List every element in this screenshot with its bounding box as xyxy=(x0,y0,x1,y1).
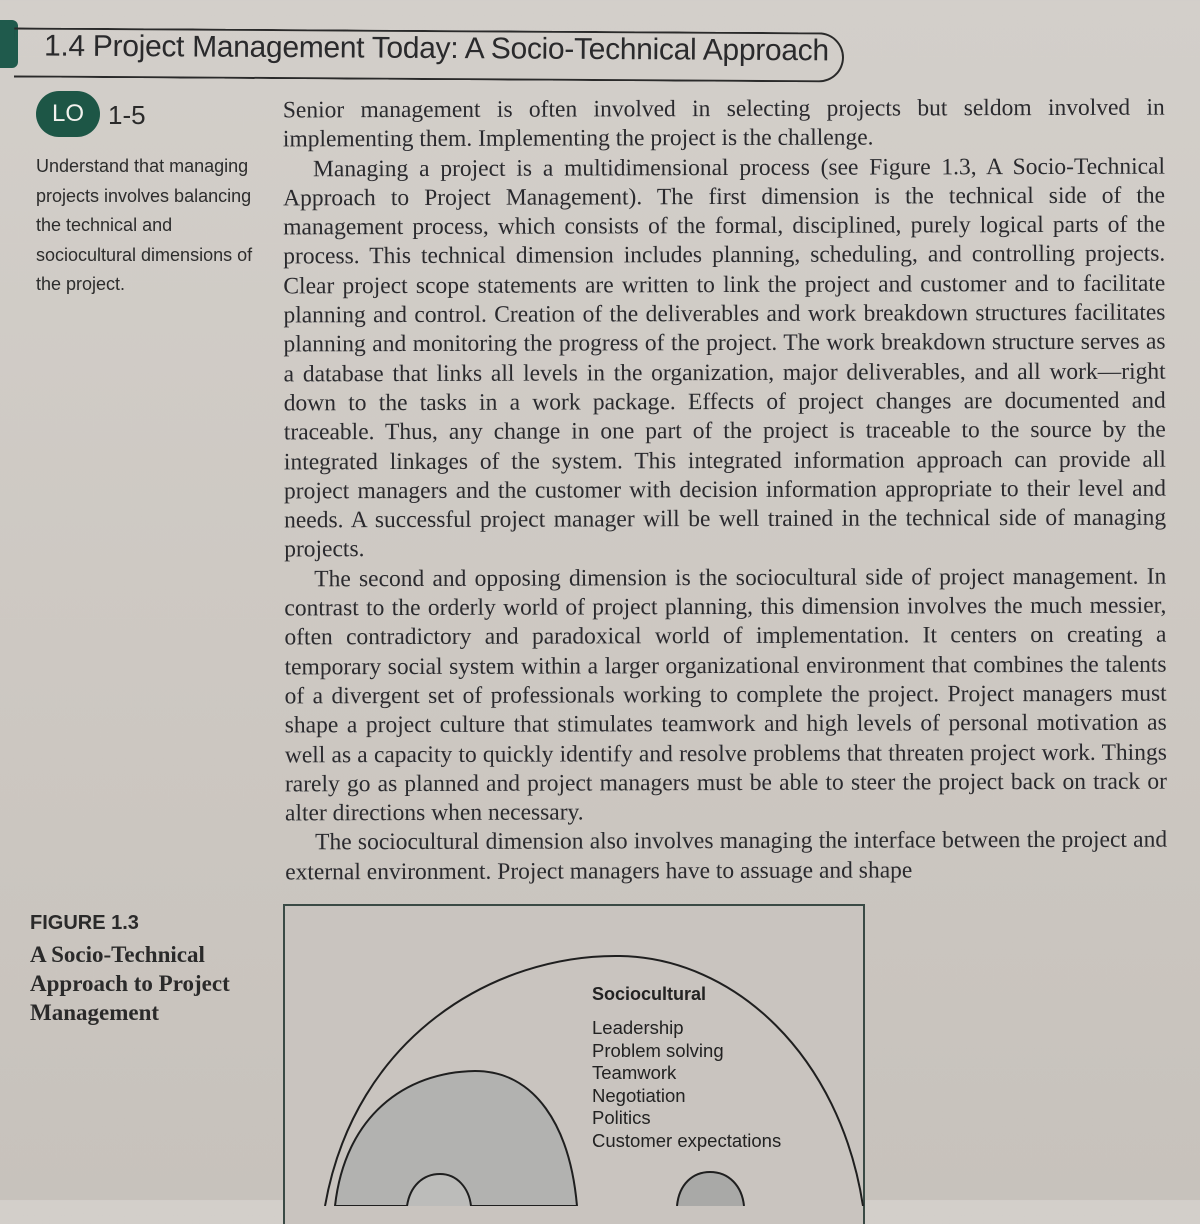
figure-label: FIGURE 1.3 xyxy=(30,912,139,934)
paragraph-4: The sociocultural dimension also involves managing the interface between the project and external environment. Project managers have to assuage and shape xyxy=(285,827,1168,886)
list-item: Problem solving xyxy=(592,1039,724,1061)
paragraph-2: Managing a project is a multidimensional process (see Figure 1.3, A Socio-Technical Approach to Project Management). The first dimension is the technical side of the management process, which consists of the formal, disciplined, purely logical parts of the process. This technical dimension includes planning, scheduling, and controlling projects. Clear project scope statements are written to link the project and customer and to facilitate planning and control. Creation of the deliverables and work breakdown structures facilitates planning and monitoring the progress of the project. The work breakdown structure serves as a database that links all levels in the organization, major deliverables, and all work—right down to the tasks in a work package. Effects of project changes are documented and traceable. Thus, any change in one part of the project is traceable to the source by the integrated linkages of the system. This integrated information approach can provide all project managers and the customer with decision information appropriate to their level and needs. A successful project manager will be well trained in the technical side of managing projects. xyxy=(283,153,1167,563)
figure-caption: A Socio-Technical Approach to Project Management xyxy=(30,942,230,1025)
lo-description: Understand that managing projects involves balancing the technical and sociocultural dimensions of the project. xyxy=(36,156,253,294)
list-item: Teamwork xyxy=(592,1062,677,1084)
list-item: Negotiation xyxy=(592,1084,686,1106)
paragraph-3: The second and opposing dimension is the sociocultural side of project management. In contrast to the orderly world of project planning, this dimension involves the much messier, often contradictory and paradoxical world of implementation. It centers on creating a temporary social system within a larger organizational environment that combines the talents of a divergent set of professionals working to complete the project. Project managers must shape a project culture that stimulates teamwork and high levels of personal motivation as well as a capacity to quickly identify and resolve problems that threaten project work. Things rarely go as planned and project managers must be able to steer the project back on track or alter directions when necessary. xyxy=(284,563,1167,827)
lo-badge: LO xyxy=(36,91,100,137)
list-item: Customer expectations xyxy=(592,1129,782,1151)
sociocultural-heading: Sociocultural xyxy=(592,984,707,1004)
inner-circle-right xyxy=(677,1172,744,1206)
section-title: 1.4 Project Management Today: A Socio-Technical Approach xyxy=(43,29,829,68)
lo-number: 1-5 xyxy=(108,100,146,130)
body-text xyxy=(283,94,1167,888)
list-item: Politics xyxy=(592,1107,651,1129)
paragraph-1: Senior management is often involved in selecting projects but seldom involved in implementing them. Implementing the project is the challenge. xyxy=(282,94,1165,153)
sociocultural-list xyxy=(592,1017,781,1153)
list-item: Leadership xyxy=(592,1017,684,1038)
